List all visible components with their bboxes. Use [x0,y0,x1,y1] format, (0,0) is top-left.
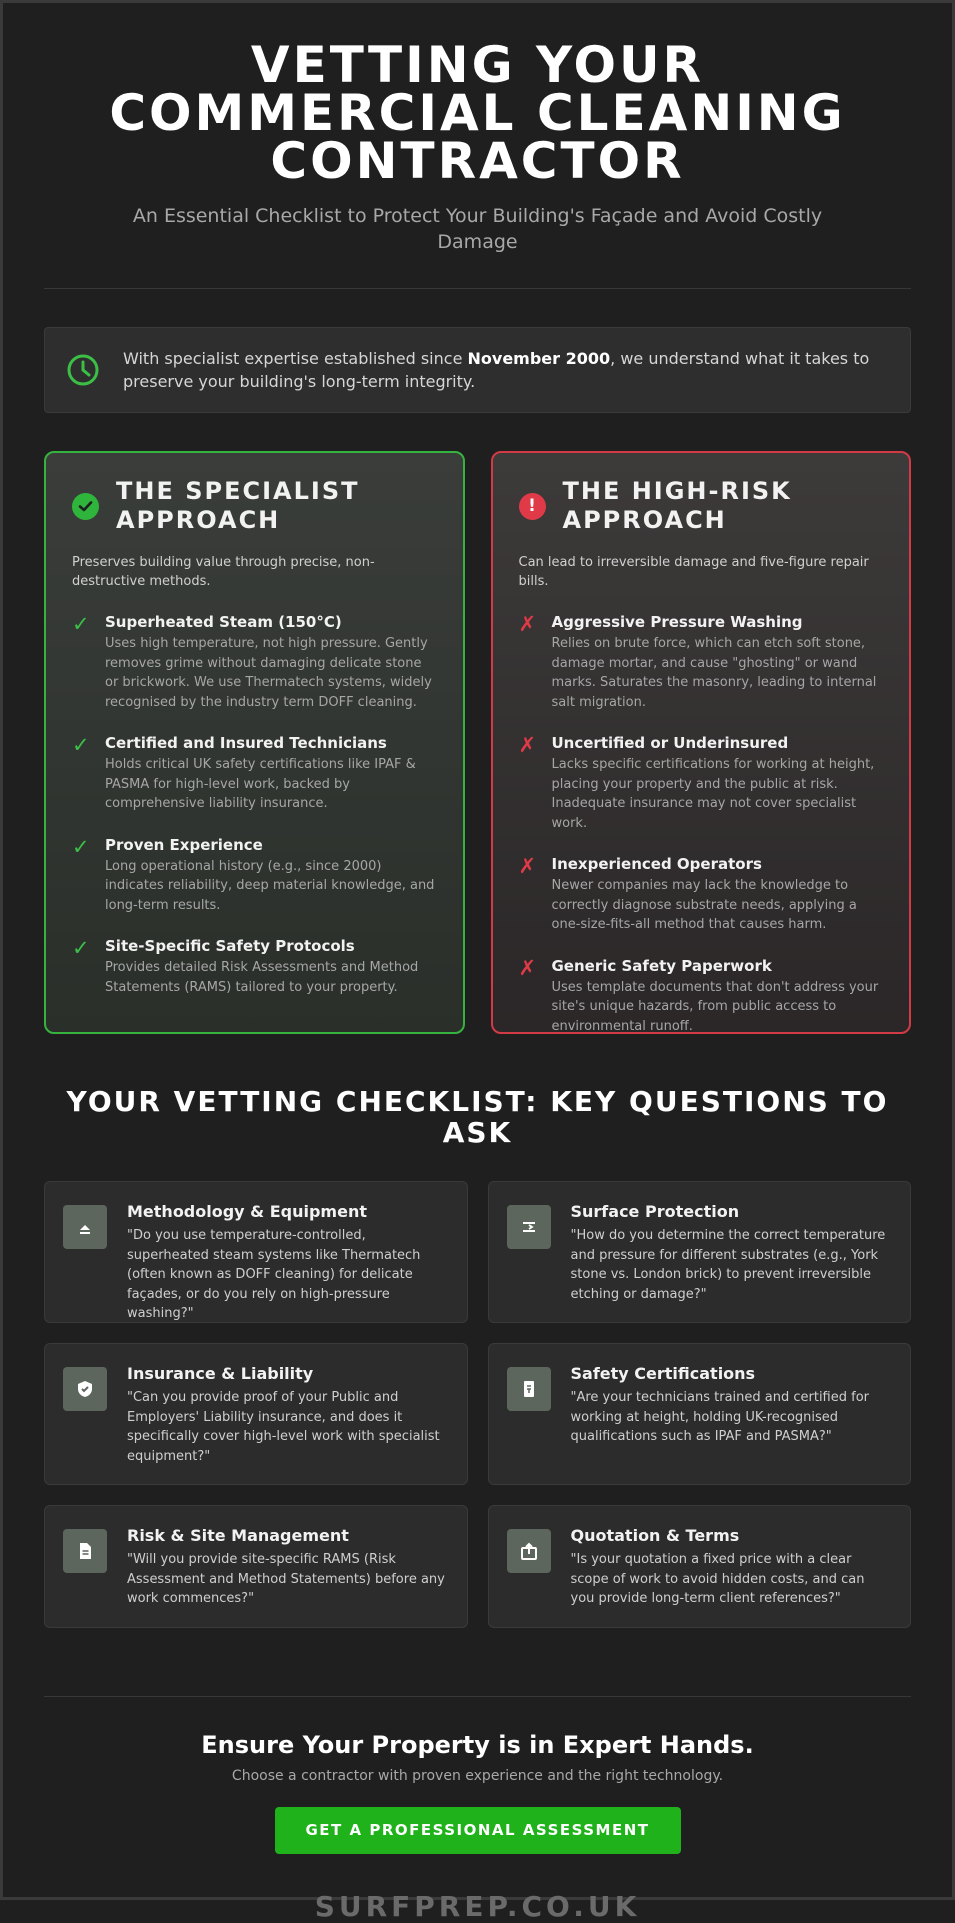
cross-icon: ✗ [518,854,537,878]
item-title: Uncertified or Underinsured [551,734,789,752]
list-item [519,612,884,712]
question-card [44,1181,468,1323]
comparison-section [44,451,911,1034]
specialist-card [44,451,465,1034]
question-text: "Will you provide site-specific RAMS (Risk Assessment and Method Statements) before any work commences?" [127,1552,445,1606]
specialist-list [72,612,437,997]
question-text: "Are your technicians trained and certified for working at height, holding UK-recognised qualifications such as IPAF and PASMA?" [570,1390,870,1444]
checklist-grid [44,1181,911,1628]
item-title: Certified and Insured Technicians [105,734,387,752]
item-text: Uses high temperature, not high pressure. Gently removes grime without damaging delicate stone or brickwork. We use Thermatech systems, widely recognised by the industry term DOFF cleaning. [105,636,432,710]
question-card [44,1505,468,1628]
sliders-icon [507,1205,551,1249]
certificate-icon [507,1367,551,1411]
question-text: "Is your quotation a fixed price with a clear scope of work to avoid hidden costs, and can you provide long-term client references?" [570,1552,865,1606]
list-item [519,733,884,833]
brand-logo: SURFPREP.CO.UK [314,1890,641,1923]
cta-section [3,1730,952,1923]
list-item [519,956,884,1037]
cross-icon: ✗ [518,733,537,757]
intro-text: With specialist expertise established since November 2000, we understand what it takes to preserve your building's long-term integrity. [123,349,870,391]
highrisk-title: THE HIGH-RISK APPROACH [562,477,792,534]
question-card [488,1505,912,1628]
question-title: Surface Protection [570,1202,740,1221]
item-text: Newer companies may lack the knowledge to correctly diagnose substrate needs, applying a one-size-fits-all method that causes harm. [551,878,857,932]
cross-icon: ✗ [518,955,537,980]
question-title: Insurance & Liability [127,1364,314,1383]
header [3,3,952,255]
highrisk-description: Can lead to irreversible damage and five-figure repair bills. [518,555,869,589]
question-title: Methodology & Equipment [127,1202,367,1221]
exclamation-circle-icon: ! [519,493,546,520]
list-item [519,854,884,935]
question-card [488,1181,912,1323]
item-text: Uses template documents that don't address your site's unique hazards, from public access to environmental runoff. [551,979,879,1034]
upload-box-icon [507,1529,551,1573]
list-item [72,733,437,814]
eject-icon [63,1205,107,1249]
item-title: Superheated Steam (150°C) [105,613,342,631]
item-text: Long operational history (e.g., since 2000) indicates reliability, deep material knowledge, and long-term results. [105,858,435,913]
clock-icon [65,352,101,388]
intro-banner [44,327,911,413]
divider [44,1696,911,1697]
item-title: Site-Specific Safety Protocols [105,937,355,955]
divider [44,288,911,289]
question-text: "Can you provide proof of your Public and Employers' Liability insurance, and does it specifically cover high-level work with specialist equipment?" [127,1390,440,1464]
page-title: VETTING YOUR COMMERCIAL CLEANING CONTRACTOR [109,36,846,190]
list-item [72,612,437,712]
checkmark-icon: ✓ [72,834,90,859]
check-circle-icon [72,493,99,520]
document-icon [63,1529,107,1573]
highrisk-card [491,451,912,1034]
get-assessment-button[interactable]: GET A PROFESSIONAL ASSESSMENT [275,1807,681,1854]
page-subtitle: An Essential Checklist to Protect Your Building's Façade and Avoid Costly Damage [132,205,823,253]
checkmark-icon: ✓ [72,612,90,636]
question-title: Quotation & Terms [570,1526,740,1545]
item-title: Inexperienced Operators [551,855,762,873]
item-text: Provides detailed Risk Assessments and Method Statements (RAMS) tailored to your property. [105,960,419,995]
question-text: "How do you determine the correct temperature and pressure for different substrates (e.g., York stone vs. London brick) to prevent irreversible etching or damage?" [570,1228,886,1302]
intro-highlight: November 2000 [467,349,611,368]
item-text: Lacks specific certifications for working at height, placing your property and the public at risk. Inadequate insurance may not cover specialist work. [551,757,875,831]
question-title: Risk & Site Management [127,1526,349,1545]
item-text: Relies on brute force, which can etch soft stone, damage mortar, and cause "ghosting" or wand marks. Saturates the masonry, leading to internal salt migration. [551,636,877,710]
list-item [72,936,437,997]
question-card [44,1343,468,1485]
highrisk-list [519,612,884,1036]
question-text: "Do you use temperature-controlled, superheated steam systems like Thermatech (often known as DOFF cleaning) for delicate façades, or do you rely on high-pressure washing?" [127,1228,421,1321]
question-card [488,1343,912,1485]
specialist-description: Preserves building value through precise, non-destructive methods. [72,555,375,589]
checkmark-icon: ✓ [72,936,90,960]
item-title: Generic Safety Paperwork [551,956,772,975]
cross-icon: ✗ [518,612,537,636]
checkmark-icon: ✓ [72,733,90,757]
cta-subtitle: Choose a contractor with proven experience and the right technology. [231,1768,724,1784]
checklist-title: YOUR VETTING CHECKLIST: KEY QUESTIONS TO ASK [66,1085,889,1149]
specialist-title: THE SPECIALIST APPROACH [116,477,360,534]
list-item [72,835,437,916]
item-title: Aggressive Pressure Washing [551,613,803,631]
item-text: Holds critical UK safety certifications like IPAF & PASMA for high-level work, backed by comprehensive liability insurance. [105,757,416,811]
item-title: Proven Experience [105,835,263,854]
question-title: Safety Certifications [570,1364,756,1383]
shield-check-icon [63,1367,107,1411]
cta-title: Ensure Your Property is in Expert Hands. [201,1731,754,1759]
